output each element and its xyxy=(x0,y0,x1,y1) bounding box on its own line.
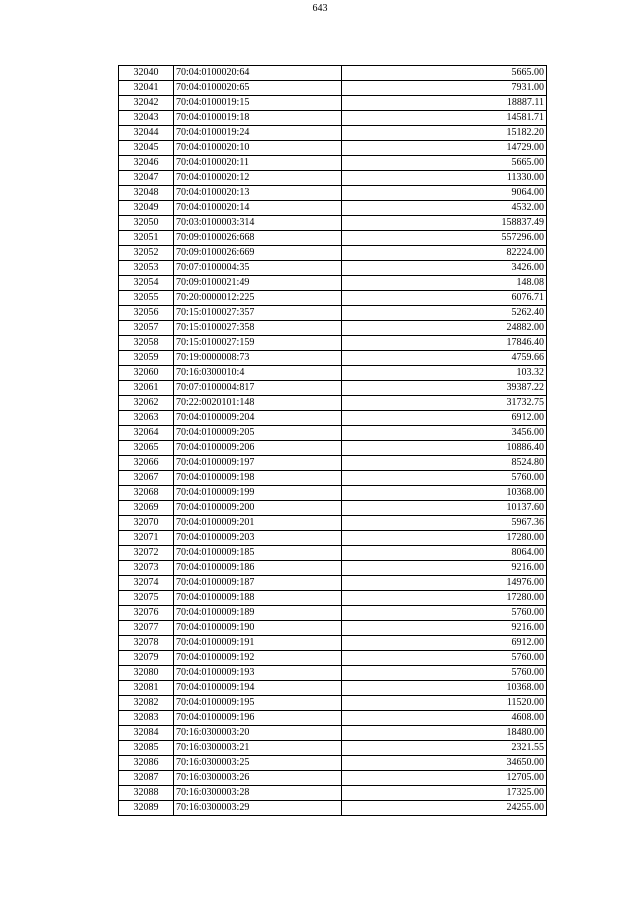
table-row xyxy=(119,651,547,666)
row-number-cell: 32062 xyxy=(119,396,174,411)
table-row xyxy=(119,576,547,591)
table-row xyxy=(119,666,547,681)
cadastral-number-cell: 70:04:0100020:10 xyxy=(174,141,342,156)
table-row xyxy=(119,471,547,486)
table-row xyxy=(119,141,547,156)
row-number-cell: 32057 xyxy=(119,321,174,336)
cadastral-number-cell: 70:04:0100009:195 xyxy=(174,696,342,711)
cadastral-number-cell: 70:09:0100026:669 xyxy=(174,246,342,261)
cadastral-number-cell: 70:04:0100009:196 xyxy=(174,711,342,726)
table-row xyxy=(119,291,547,306)
table-row xyxy=(119,501,547,516)
cadastral-number-cell: 70:04:0100009:200 xyxy=(174,501,342,516)
row-number-cell: 32081 xyxy=(119,681,174,696)
value-cell: 8064.00 xyxy=(342,546,547,561)
table-row xyxy=(119,306,547,321)
row-number-cell: 32045 xyxy=(119,141,174,156)
cadastral-number-cell: 70:19:0000008:73 xyxy=(174,351,342,366)
row-number-cell: 32067 xyxy=(119,471,174,486)
row-number-cell: 32064 xyxy=(119,426,174,441)
row-number-cell: 32040 xyxy=(119,66,174,81)
cadastral-number-cell: 70:09:0100026:668 xyxy=(174,231,342,246)
row-number-cell: 32058 xyxy=(119,336,174,351)
row-number-cell: 32066 xyxy=(119,456,174,471)
cadastral-number-cell: 70:04:0100009:199 xyxy=(174,486,342,501)
table-row xyxy=(119,771,547,786)
cadastral-number-cell: 70:04:0100020:11 xyxy=(174,156,342,171)
cadastral-number-cell: 70:04:0100020:13 xyxy=(174,186,342,201)
cadastral-number-cell: 70:04:0100009:203 xyxy=(174,531,342,546)
cadastral-number-cell: 70:16:0300003:29 xyxy=(174,801,342,816)
row-number-cell: 32063 xyxy=(119,411,174,426)
value-cell: 6912.00 xyxy=(342,636,547,651)
row-number-cell: 32068 xyxy=(119,486,174,501)
table-row xyxy=(119,231,547,246)
table-row xyxy=(119,561,547,576)
cadastral-number-cell: 70:04:0100009:206 xyxy=(174,441,342,456)
value-cell: 9064.00 xyxy=(342,186,547,201)
table-row xyxy=(119,696,547,711)
cadastral-number-cell: 70:04:0100019:24 xyxy=(174,126,342,141)
row-number-cell: 32073 xyxy=(119,561,174,576)
value-cell: 5760.00 xyxy=(342,651,547,666)
row-number-cell: 32071 xyxy=(119,531,174,546)
row-number-cell: 32061 xyxy=(119,381,174,396)
value-cell: 4759.66 xyxy=(342,351,547,366)
row-number-cell: 32082 xyxy=(119,696,174,711)
row-number-cell: 32049 xyxy=(119,201,174,216)
value-cell: 39387.22 xyxy=(342,381,547,396)
cadastral-number-cell: 70:04:0100009:201 xyxy=(174,516,342,531)
table-row xyxy=(119,546,547,561)
row-number-cell: 32083 xyxy=(119,711,174,726)
table-body xyxy=(119,66,547,816)
value-cell: 10368.00 xyxy=(342,681,547,696)
row-number-cell: 32041 xyxy=(119,81,174,96)
cadastral-number-cell: 70:04:0100009:192 xyxy=(174,651,342,666)
row-number-cell: 32069 xyxy=(119,501,174,516)
table-row xyxy=(119,66,547,81)
table-row xyxy=(119,246,547,261)
row-number-cell: 32043 xyxy=(119,111,174,126)
table-row xyxy=(119,216,547,231)
value-cell: 17325.00 xyxy=(342,786,547,801)
value-cell: 14976.00 xyxy=(342,576,547,591)
row-number-cell: 32059 xyxy=(119,351,174,366)
row-number-cell: 32048 xyxy=(119,186,174,201)
value-cell: 5967.36 xyxy=(342,516,547,531)
table-row xyxy=(119,621,547,636)
table-row xyxy=(119,96,547,111)
value-cell: 4532.00 xyxy=(342,201,547,216)
table-row xyxy=(119,366,547,381)
table-row xyxy=(119,426,547,441)
cadastral-number-cell: 70:04:0100009:205 xyxy=(174,426,342,441)
cadastral-number-cell: 70:03:0100003:314 xyxy=(174,216,342,231)
cadastral-number-cell: 70:15:0100027:358 xyxy=(174,321,342,336)
row-number-cell: 32077 xyxy=(119,621,174,636)
value-cell: 10137.60 xyxy=(342,501,547,516)
table-row xyxy=(119,336,547,351)
table-row xyxy=(119,486,547,501)
table-row xyxy=(119,441,547,456)
value-cell: 14729.00 xyxy=(342,141,547,156)
value-cell: 3456.00 xyxy=(342,426,547,441)
row-number-cell: 32084 xyxy=(119,726,174,741)
row-number-cell: 32065 xyxy=(119,441,174,456)
value-cell: 5760.00 xyxy=(342,666,547,681)
cadastral-number-cell: 70:04:0100009:190 xyxy=(174,621,342,636)
row-number-cell: 32072 xyxy=(119,546,174,561)
value-cell: 5760.00 xyxy=(342,606,547,621)
cadastral-number-cell: 70:04:0100020:12 xyxy=(174,171,342,186)
row-number-cell: 32042 xyxy=(119,96,174,111)
cadastral-table xyxy=(118,65,547,816)
cadastral-number-cell: 70:20:0000012:225 xyxy=(174,291,342,306)
row-number-cell: 32044 xyxy=(119,126,174,141)
table-row xyxy=(119,186,547,201)
row-number-cell: 32056 xyxy=(119,306,174,321)
row-number-cell: 32047 xyxy=(119,171,174,186)
row-number-cell: 32060 xyxy=(119,366,174,381)
cadastral-number-cell: 70:04:0100020:64 xyxy=(174,66,342,81)
cadastral-number-cell: 70:04:0100009:191 xyxy=(174,636,342,651)
row-number-cell: 32074 xyxy=(119,576,174,591)
row-number-cell: 32075 xyxy=(119,591,174,606)
value-cell: 12705.00 xyxy=(342,771,547,786)
value-cell: 5665.00 xyxy=(342,66,547,81)
table-row xyxy=(119,201,547,216)
value-cell: 17280.00 xyxy=(342,531,547,546)
cadastral-number-cell: 70:04:0100009:198 xyxy=(174,471,342,486)
value-cell: 103.32 xyxy=(342,366,547,381)
value-cell: 148.08 xyxy=(342,276,547,291)
row-number-cell: 32053 xyxy=(119,261,174,276)
value-cell: 3426.00 xyxy=(342,261,547,276)
value-cell: 14581.71 xyxy=(342,111,547,126)
value-cell: 9216.00 xyxy=(342,561,547,576)
table-row xyxy=(119,516,547,531)
value-cell: 24255.00 xyxy=(342,801,547,816)
value-cell: 8524.80 xyxy=(342,456,547,471)
table-row xyxy=(119,81,547,96)
row-number-cell: 32051 xyxy=(119,231,174,246)
table-row xyxy=(119,156,547,171)
cadastral-number-cell: 70:04:0100009:193 xyxy=(174,666,342,681)
value-cell: 17846.40 xyxy=(342,336,547,351)
value-cell: 10368.00 xyxy=(342,486,547,501)
row-number-cell: 32086 xyxy=(119,756,174,771)
row-number-cell: 32088 xyxy=(119,786,174,801)
cadastral-number-cell: 70:04:0100019:18 xyxy=(174,111,342,126)
cadastral-number-cell: 70:04:0100009:187 xyxy=(174,576,342,591)
row-number-cell: 32087 xyxy=(119,771,174,786)
cadastral-number-cell: 70:04:0100009:194 xyxy=(174,681,342,696)
cadastral-number-cell: 70:16:0300003:20 xyxy=(174,726,342,741)
value-cell: 557296.00 xyxy=(342,231,547,246)
table-row xyxy=(119,726,547,741)
table-row xyxy=(119,636,547,651)
value-cell: 82224.00 xyxy=(342,246,547,261)
cadastral-number-cell: 70:15:0100027:159 xyxy=(174,336,342,351)
table-row xyxy=(119,276,547,291)
cadastral-number-cell: 70:04:0100009:189 xyxy=(174,606,342,621)
value-cell: 5262.40 xyxy=(342,306,547,321)
row-number-cell: 32089 xyxy=(119,801,174,816)
row-number-cell: 32080 xyxy=(119,666,174,681)
row-number-cell: 32078 xyxy=(119,636,174,651)
value-cell: 4608.00 xyxy=(342,711,547,726)
cadastral-number-cell: 70:07:0100004:817 xyxy=(174,381,342,396)
table-row xyxy=(119,711,547,726)
value-cell: 6912.00 xyxy=(342,411,547,426)
value-cell: 15182.20 xyxy=(342,126,547,141)
table-row xyxy=(119,126,547,141)
table-row xyxy=(119,801,547,816)
cadastral-number-cell: 70:04:0100020:14 xyxy=(174,201,342,216)
cadastral-number-cell: 70:15:0100027:357 xyxy=(174,306,342,321)
row-number-cell: 32050 xyxy=(119,216,174,231)
table-row xyxy=(119,606,547,621)
value-cell: 6076.71 xyxy=(342,291,547,306)
table-row xyxy=(119,321,547,336)
table-row xyxy=(119,381,547,396)
table-row xyxy=(119,411,547,426)
row-number-cell: 32085 xyxy=(119,741,174,756)
row-number-cell: 32054 xyxy=(119,276,174,291)
row-number-cell: 32070 xyxy=(119,516,174,531)
cadastral-number-cell: 70:04:0100020:65 xyxy=(174,81,342,96)
table-row xyxy=(119,591,547,606)
cadastral-number-cell: 70:22:0020101:148 xyxy=(174,396,342,411)
value-cell: 24882.00 xyxy=(342,321,547,336)
value-cell: 10886.40 xyxy=(342,441,547,456)
row-number-cell: 32052 xyxy=(119,246,174,261)
table-row xyxy=(119,261,547,276)
table-row xyxy=(119,456,547,471)
table-row xyxy=(119,531,547,546)
table-row xyxy=(119,351,547,366)
cadastral-number-cell: 70:04:0100019:15 xyxy=(174,96,342,111)
value-cell: 34650.00 xyxy=(342,756,547,771)
value-cell: 5665.00 xyxy=(342,156,547,171)
cadastral-number-cell: 70:04:0100009:186 xyxy=(174,561,342,576)
cadastral-number-cell: 70:04:0100009:185 xyxy=(174,546,342,561)
value-cell: 17280.00 xyxy=(342,591,547,606)
value-cell: 9216.00 xyxy=(342,621,547,636)
cadastral-number-cell: 70:07:0100004:35 xyxy=(174,261,342,276)
value-cell: 2321.55 xyxy=(342,741,547,756)
cadastral-number-cell: 70:16:0300003:21 xyxy=(174,741,342,756)
cadastral-number-cell: 70:16:0300010:4 xyxy=(174,366,342,381)
cadastral-number-cell: 70:16:0300003:26 xyxy=(174,771,342,786)
table-row xyxy=(119,171,547,186)
table-row xyxy=(119,741,547,756)
cadastral-number-cell: 70:16:0300003:25 xyxy=(174,756,342,771)
value-cell: 18480.00 xyxy=(342,726,547,741)
cadastral-number-cell: 70:09:0100021:49 xyxy=(174,276,342,291)
page-number: 643 xyxy=(312,3,328,14)
cadastral-number-cell: 70:04:0100009:197 xyxy=(174,456,342,471)
table-row xyxy=(119,786,547,801)
table-row xyxy=(119,111,547,126)
table-row xyxy=(119,396,547,411)
row-number-cell: 32055 xyxy=(119,291,174,306)
row-number-cell: 32076 xyxy=(119,606,174,621)
table-row xyxy=(119,756,547,771)
value-cell: 158837.49 xyxy=(342,216,547,231)
cadastral-number-cell: 70:16:0300003:28 xyxy=(174,786,342,801)
value-cell: 7931.00 xyxy=(342,81,547,96)
cadastral-number-cell: 70:04:0100009:204 xyxy=(174,411,342,426)
row-number-cell: 32079 xyxy=(119,651,174,666)
cadastral-number-cell: 70:04:0100009:188 xyxy=(174,591,342,606)
value-cell: 5760.00 xyxy=(342,471,547,486)
table-row xyxy=(119,681,547,696)
value-cell: 11520.00 xyxy=(342,696,547,711)
value-cell: 18887.11 xyxy=(342,96,547,111)
row-number-cell: 32046 xyxy=(119,156,174,171)
value-cell: 11330.00 xyxy=(342,171,547,186)
value-cell: 31732.75 xyxy=(342,396,547,411)
